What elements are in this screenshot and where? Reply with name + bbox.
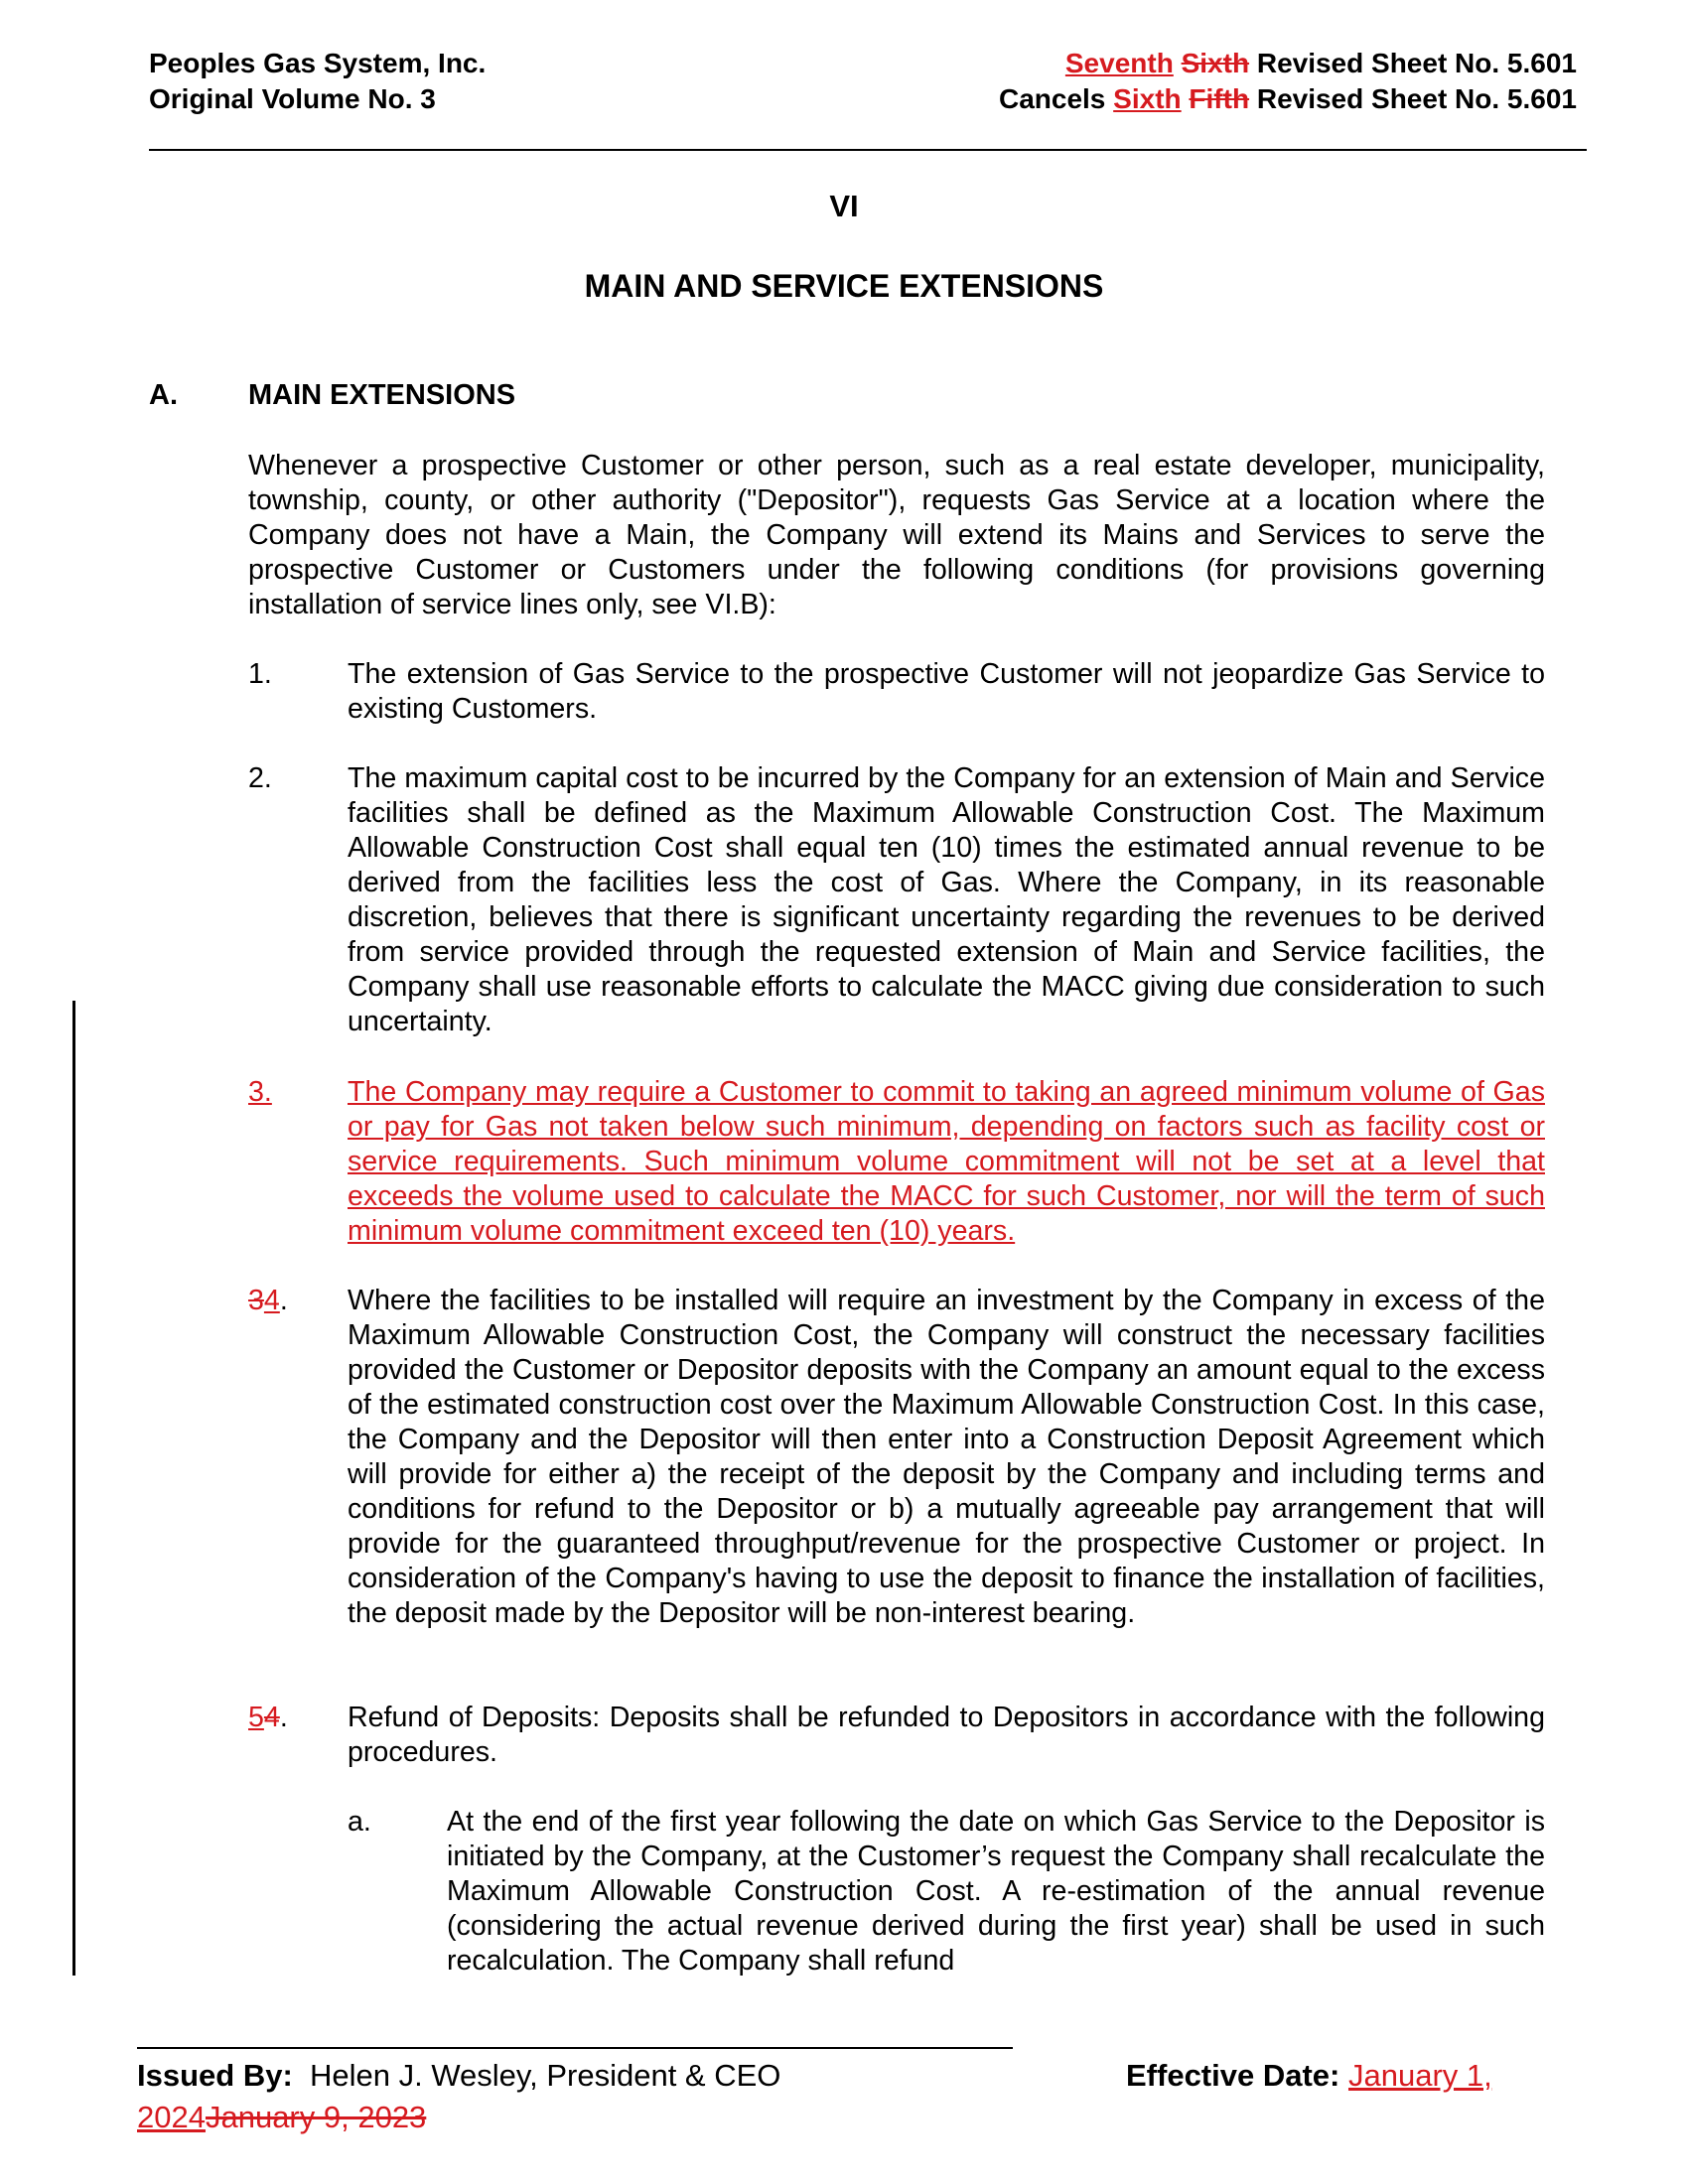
item-number: 3. — [248, 1076, 272, 1108]
list-item-5 — [248, 1701, 1545, 1770]
sub-item-letter: a. — [348, 1806, 371, 1838]
sub-item-text: At the end of the first year following the date on which Gas Service to the Depositor is initiated by the Company, at the Customer’s request the Company shall recalculate the Maximum Allowable Construction Cost. A re-estimation of the annual revenue (considering the actual revenue derived during the first year) shall be used in such recalculation. The Company shall refund — [447, 1806, 1545, 1977]
effective-date-deleted: January 9, 2023 — [205, 2100, 427, 2134]
item-text: Where the facilities to be installed will require an investment by the Company in excess of the Maximum Allowable Construction Cost, the Company will construct the necessary facilities provided the Customer or Depositor deposits with the Company an amount equal to the excess of the estimated construction cost over the Maximum Allowable Construction Cost. In this case, the Company and the Depositor will then enter into a Construction Deposit Agreement which will provide for either a) the receipt of the deposit by the Company and including terms and conditions for refund to the Depositor or b) a mutually agreeable pay arrangement that will provide for the guaranteed throughput/revenue for the prospective Customer or project. In consideration of the Company's having to use the deposit to finance the installation of facilities, the deposit made by the Depositor will be non-interest bearing. — [348, 1285, 1545, 1629]
page-footer — [137, 2055, 1547, 2134]
footer-rule — [137, 2047, 1013, 2049]
effective-date-inserted-1: January 1, — [1347, 2058, 1492, 2093]
item-number — [248, 1284, 288, 1318]
number-suffix: . — [279, 1285, 288, 1316]
header-right — [999, 46, 1577, 117]
issued-by-name: Helen J. Wesley, President & CEO — [310, 2058, 781, 2093]
revision-change-bar — [72, 1001, 75, 1976]
cancels-rest: Revised Sheet No. 5.601 — [1256, 83, 1577, 114]
cancels-inserted: Sixth — [1113, 83, 1182, 114]
section-number: VI — [829, 189, 859, 223]
section-title: MAIN AND SERVICE EXTENSIONS — [584, 268, 1104, 304]
cancels-sheet — [999, 81, 1577, 117]
sheet-rest: Revised Sheet No. 5.601 — [1256, 48, 1577, 78]
sheet-deleted: Sixth — [1181, 48, 1250, 78]
list-item-1 — [248, 657, 1545, 727]
company-name: Peoples Gas System, Inc. — [149, 48, 487, 78]
number-suffix: . — [279, 1702, 288, 1733]
item-number: 2. — [248, 762, 272, 794]
list-item-4 — [248, 1284, 1545, 1631]
item-text: The maximum capital cost to be incurred by the Company for an extension of Main and Service facilities shall be defined as the Maximum Allowable Construction Cost. The Maximum Allowable Construction Cost shall equal ten (10) times the estimated annual revenue to be derived from the facilities less the cost of Gas. Where the Company, in its reasonable discretion, believes that there is significant uncertainty regarding the revenues to be derived from service provided through the requested extension of Main and Service facilities, the Company shall use reasonable efforts to calculate the MACC giving due consideration to such uncertainty. — [348, 762, 1545, 1037]
list-item-3-inserted — [248, 1075, 1545, 1249]
item-text: Refund of Deposits: Deposits shall be refunded to Depositors in accordance with the following procedures. — [348, 1702, 1545, 1768]
sheet-number — [999, 46, 1577, 81]
effective-date-inserted-2: 2024 — [137, 2100, 206, 2134]
cancels-prefix: Cancels — [998, 83, 1106, 114]
item-text: The Company may require a Customer to commit to taking an agreed minimum volume of Gas or pay for Gas not taken below such minimum, depending on factors such as facility cost or service requirements. Such minimum volume commitment will not be set at a level that exceeds the volume used to calculate the MACC for such Customer, nor will the term of such minimum volume commitment exceed ten (10) years. — [348, 1076, 1545, 1247]
number-inserted: 5 — [248, 1702, 264, 1733]
cancels-deleted: Fifth — [1189, 83, 1250, 114]
sheet-inserted: Seventh — [1064, 48, 1174, 78]
volume-number: Original Volume No. 3 — [149, 83, 436, 114]
number-deleted: 4 — [263, 1702, 280, 1733]
header-rule — [149, 149, 1587, 151]
item-number: 1. — [248, 658, 272, 690]
intro-paragraph: Whenever a prospective Customer or other person, such as a real estate developer, municipality, township, county, or other authority ("Depositor"), requests Gas Service at a location where the Company does not have a Main, the Company will extend its Mains and Services to serve the prospective Customer or Customers under the following conditions (for provisions governing installation of service lines only, see VI.B): — [248, 450, 1545, 620]
number-deleted: 3 — [248, 1285, 264, 1316]
effective-date — [1126, 2055, 1492, 2097]
item-number — [248, 1701, 288, 1735]
effective-date-label: Effective Date: — [1126, 2058, 1340, 2093]
effective-date-line-2 — [137, 2097, 426, 2138]
item-text: The extension of Gas Service to the prospective Customer will not jeopardize Gas Service to existing Customers. — [348, 658, 1545, 725]
subsection-letter: A. — [149, 379, 178, 411]
list-item-2 — [248, 761, 1545, 1039]
subsection-title: MAIN EXTENSIONS — [248, 379, 516, 411]
sub-item-a — [348, 1805, 1545, 1979]
number-inserted: 4 — [263, 1285, 280, 1316]
header-left — [149, 46, 486, 117]
issued-by-label: Issued By: — [137, 2058, 293, 2093]
